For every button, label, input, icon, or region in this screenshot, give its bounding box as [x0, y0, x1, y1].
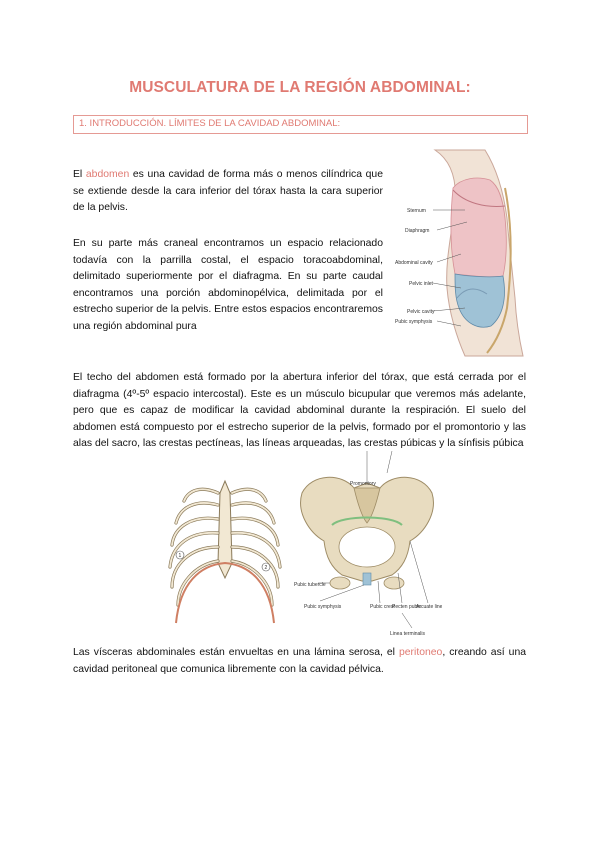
label-pubic-symphysis: Pubic symphysis	[304, 604, 342, 610]
section-heading-box	[73, 115, 528, 134]
label-diaphragm: Diaphragm	[405, 228, 430, 234]
label-pubic-crest: Pubic crest	[370, 604, 395, 610]
paragraph-regions: En su parte más craneal encontramos un espacio relacionado todavía con la parrilla costal, el espacio toracoabdominal, delimitado superiormente por el diafragma. En su parte caudal encontramos una porción abdominopélvica, delimitada por el estrecho superior de la pelvis. Entre estos espacios encontraremos una región abdominal pura	[73, 238, 383, 332]
label-pubic-symphysis: Pubic symphysis	[395, 319, 433, 325]
label-pecten-pubis: Pecten pubis	[392, 604, 421, 610]
highlight-abdomen: abdomen	[85, 169, 130, 180]
highlight-peritoneo: peritoneo	[399, 647, 443, 658]
label-pelvic-cavity: Pelvic cavity	[407, 309, 435, 315]
paragraph-peritoneum: Las vísceras abdominales están envueltas en una lámina serosa, el peritoneo, creando así una cavidad peritoneal que comunica libremente con la cavidad pélvica.	[73, 647, 526, 675]
section-heading: 1. INTRODUCCIÓN. LÍMITES DE LA CAVIDAD ABDOMINAL:	[79, 118, 341, 129]
label-abdominal-cavity: Abdominal cavity	[395, 260, 433, 266]
label-promontory: Promontory	[350, 481, 376, 487]
ribcage-figure	[160, 473, 290, 638]
paragraph-roof-floor: El techo del abdomen está formado por la abertura inferior del tórax, que está cerrada por el diafragma (4º-5º espacio intercostal). Este es un músculo bicupular que veremos más adelante, pero que es capaz de modificar la cavidad abdominal durante la respiración. El suelo del abdomen está compuesto por el estrecho superior de la pelvis, formado por el promontorio y las alas del sacro, las crestas pectíneas, las líneas arqueadas, las crestas púbicas y la sínfisis púbica	[73, 372, 526, 449]
rib-marker-2: 2	[264, 565, 268, 571]
label-arcuate-line: Arcuate line	[416, 604, 442, 610]
label-pelvic-inlet: Pelvic inlet	[409, 281, 433, 287]
pelvis-figure	[292, 443, 442, 643]
document-title: MUSCULATURA DE LA REGIÓN ABDOMINAL:	[129, 79, 471, 96]
rib-marker-1: 1	[178, 553, 182, 559]
label-sternum: Sternum	[407, 208, 426, 214]
paragraph-abdomen-definition: El abdomen es una cavidad de forma más o menos cilíndrica que se extiende desde la cara inferior del tórax hasta la cara superior de la pelvis.	[73, 169, 383, 213]
torso-sagittal-figure	[395, 148, 530, 358]
label-pubic-tubercle: Pubic tubercle	[294, 582, 326, 588]
label-linea-terminalis: Linea terminalis	[390, 631, 426, 637]
